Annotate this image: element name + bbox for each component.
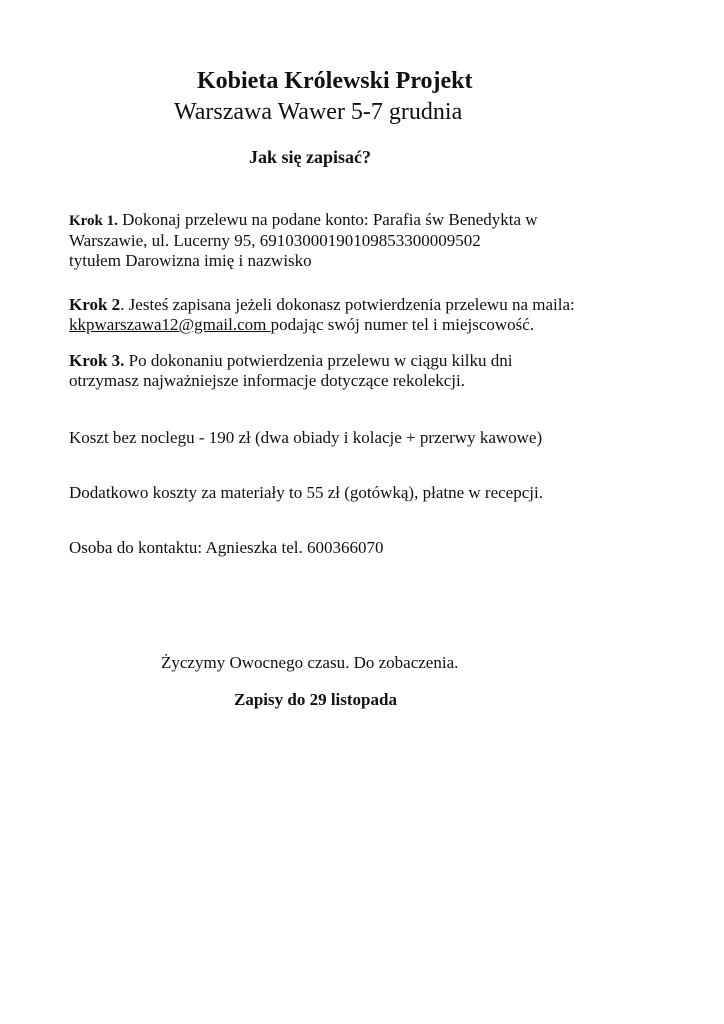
step-3 (69, 351, 513, 391)
step-2-label: Krok 2 (69, 295, 121, 314)
step-1-label: Krok 1. (69, 213, 118, 229)
step-3-line-1: Po dokonaniu potwierdzenia przelewu w ciągu kilku dni (124, 351, 513, 370)
registration-deadline: Zapisy do 29 listopada (234, 690, 397, 709)
step-2-line-1: . Jesteś zapisana jeżeli dokonasz potwierdzenia przelewu na maila: (120, 295, 575, 314)
step-2 (69, 295, 575, 335)
step-3-line-2: otrzymasz najważniejsze informacje dotyczące rekolekcji. (69, 371, 465, 390)
step-2-line-2: podając swój numer tel i miejscowość. (270, 315, 535, 334)
cost-info: Koszt bez noclegu - 190 zł (dwa obiady i kolacje + przerwy kawowe) (69, 428, 543, 447)
document-title: Kobieta Królewski Projekt (197, 68, 473, 94)
step-1-line-2: Warszawie, ul. Lucerny 95, 69103000190109853300009502 (69, 231, 481, 250)
how-to-register-heading: Jak się zapisać? (249, 147, 372, 167)
closing-wish: Życzymy Owocnego czasu. Do zobaczenia. (161, 653, 459, 672)
contact-info: Osoba do kontaktu: Agnieszka tel. 600366070 (69, 538, 384, 557)
email-link[interactable]: kkpwarszawa12@gmail.com (69, 315, 271, 334)
step-3-label: Krok 3. (69, 351, 125, 370)
step-1-line-3: tytułem Darowizna imię i nazwisko (69, 251, 312, 270)
step-1 (69, 210, 538, 271)
event-location-date: Warszawa Wawer 5-7 grudnia (174, 99, 463, 125)
extra-cost-info: Dodatkowo koszty za materiały to 55 zł (gotówką), płatne w recepcji. (69, 483, 543, 502)
step-1-line-1: Dokonaj przelewu na podane konto: Parafia św Benedykta w (117, 210, 538, 229)
